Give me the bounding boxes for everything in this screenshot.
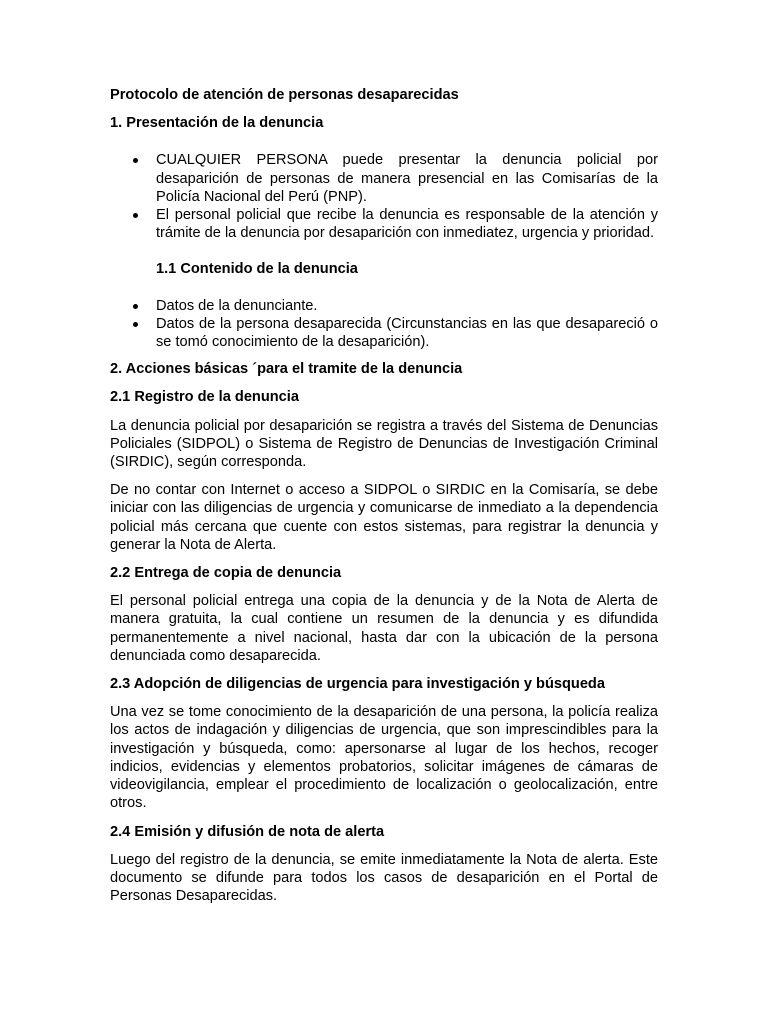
- section-1-1-bullet-list: [110, 297, 658, 352]
- list-item: [110, 151, 658, 206]
- list-item: [110, 315, 658, 351]
- section-2-1-paragraph-1: La denuncia policial por desaparición se registra a través del Sistema de Denuncias Policiales (SIDPOL) o Sistema de Registro de Denuncias de Investigación Criminal (SIRDIC), según corresponda.: [110, 417, 658, 471]
- document-title: Protocolo de atención de personas desaparecidas: [110, 87, 459, 103]
- section-2-1-heading: 2.1 Registro de la denuncia: [110, 389, 299, 406]
- bullet-icon: [133, 322, 138, 327]
- list-item-text: El personal policial que recibe la denuncia es responsable de la atención y trámite de la denuncia por desaparición con inmediatez, urgencia y prioridad.: [156, 207, 658, 242]
- list-item-text: Datos de la persona desaparecida (Circunstancias en las que desapareció o se tomó conocimiento de la desaparición).: [156, 315, 658, 351]
- section-1-heading: 1. Presentación de la denuncia: [110, 115, 324, 132]
- section-2-4-heading: 2.4 Emisión y difusión de nota de alerta: [110, 823, 385, 840]
- list-item: [110, 297, 658, 315]
- section-1-1-heading: 1.1 Contenido de la denuncia: [156, 261, 358, 278]
- section-2-3-paragraph: Una vez se tome conocimiento de la desaparición de una persona, la policía realiza los actos de indagación y diligencias de urgencia, que son imprescindibles para la investigación y búsqueda, como: apersonarse al lugar de los hechos, recoger indicios, evidencias y elementos probatorios, solicitar imágenes de cámaras de videovigilancia, emplear el procedimiento de localización o geolocalización, entre otros.: [110, 704, 658, 812]
- section-2-2-paragraph: El personal policial entrega una copia de la denuncia y de la Nota de Alerta de manera gratuita, la cual contiene un resumen de la denuncia y es difundida permanentemente a nivel nacional, hasta dar con la ubicación de la persona denunciada como desaparecida.: [110, 593, 658, 664]
- list-item-text: Datos de la denunciante.: [156, 297, 318, 314]
- bullet-icon: [133, 213, 138, 218]
- list-item: [110, 206, 658, 242]
- document-body: [110, 86, 658, 915]
- section-1-bullet-list: [110, 151, 658, 242]
- bullet-icon: [133, 304, 138, 309]
- list-item-text: CUALQUIER PERSONA puede presentar la denuncia policial por desaparición de personas de manera presencial en las Comisarías de la Policía Nacional del Perú (PNP).: [156, 152, 658, 205]
- section-2-1-paragraph-2: De no contar con Internet o acceso a SIDPOL o SIRDIC en la Comisaría, se debe iniciar con las diligencias de urgencia y comunicarse de inmediato a la dependencia policial más cercana que cuente con estos sistemas, para registrar la denuncia y generar la Nota de Alerta.: [110, 482, 658, 553]
- section-2-2-heading: 2.2 Entrega de copia de denuncia: [110, 565, 342, 582]
- section-2-3-heading: 2.3 Adopción de diligencias de urgencia para investigación y búsqueda: [110, 676, 605, 693]
- section-2-heading: 2. Acciones básicas ´para el tramite de la denuncia: [110, 361, 463, 378]
- section-2-4-paragraph: Luego del registro de la denuncia, se emite inmediatamente la Nota de alerta. Este documento se difunde para todos los casos de desaparición en el Portal de Personas Desaparecidas.: [110, 851, 658, 905]
- bullet-icon: [133, 158, 138, 163]
